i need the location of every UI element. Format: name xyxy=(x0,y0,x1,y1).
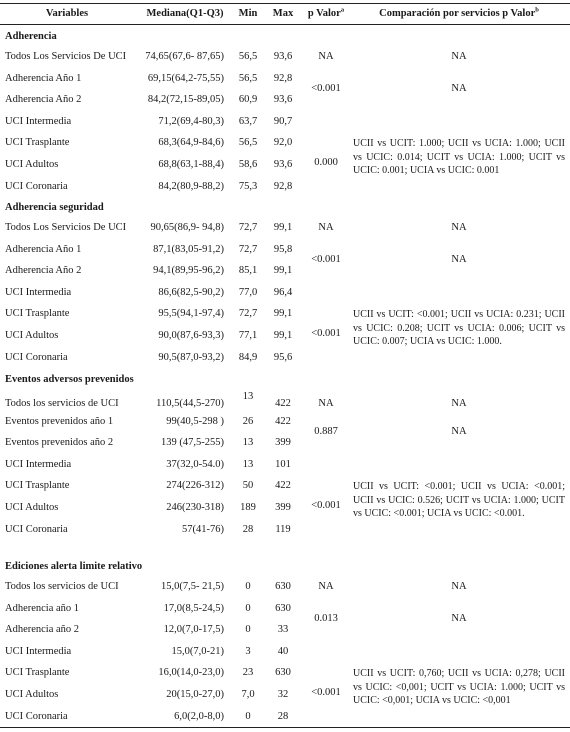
row-median: 274(226-312) xyxy=(166,480,224,492)
row-label: UCI Intermedia xyxy=(5,645,72,657)
p-valor-year: <0.001 xyxy=(311,254,341,266)
p-valor-overall: NA xyxy=(318,581,334,592)
row-median: 69,15(64,2-75,55) xyxy=(147,72,224,84)
row-label: UCI Coronaria xyxy=(5,351,68,363)
row-min: 85,1 xyxy=(238,265,258,277)
row-median: 90,65(86,9- 94,8) xyxy=(150,222,224,233)
p-valor-overall: NA xyxy=(318,398,334,409)
row-max: 99,1 xyxy=(273,330,293,341)
row-label: UCI Coronaria xyxy=(5,180,68,192)
row-min: 56,5 xyxy=(238,51,258,62)
row-label: UCI Adultos xyxy=(5,159,59,170)
section-title: Adherencia seguridad xyxy=(5,202,104,213)
p-valor-year: 0.887 xyxy=(314,426,338,438)
row-label: Todos Los Servicios De UCI xyxy=(5,222,127,233)
comparison-text: UCII vs UCIT: <0.001; UCII vs UCIA: 0.231; UCII vs UCIC: 0.208; UCIT vs UCIA: 0.006; UCIT vs UCIC: 0.007; UCIA vs UCIC: 1.000. xyxy=(353,309,565,348)
row-max: 92,0 xyxy=(273,137,293,149)
row-min: 13 xyxy=(242,391,254,402)
comparison-na-year: NA xyxy=(451,83,467,95)
row-median: 37(32,0-54.0) xyxy=(166,458,224,470)
comparison-na-overall: NA xyxy=(451,398,467,409)
row-min: 60,9 xyxy=(238,94,258,106)
row-median: 17,0(8,5-24,5) xyxy=(163,602,224,614)
row-median: 68,3(64,9-84,6) xyxy=(158,137,224,149)
row-max: 92,8 xyxy=(273,180,293,192)
row-median: 86,6(82,5-90,2) xyxy=(158,286,224,298)
row-min: 72,7 xyxy=(238,308,258,320)
row-max: 630 xyxy=(275,581,291,592)
row-median: 12,0(7,0-17,5) xyxy=(163,624,224,636)
p-valor-overall: NA xyxy=(318,51,334,62)
section-title: Adherencia xyxy=(5,31,57,42)
comparison-na-overall: NA xyxy=(451,51,467,62)
row-max: 90,7 xyxy=(273,115,293,127)
row-max: 399 xyxy=(275,437,291,449)
row-max: 92,8 xyxy=(273,72,293,84)
row-max: 422 xyxy=(275,415,291,427)
row-max: 93,6 xyxy=(273,94,293,106)
row-max: 96,4 xyxy=(273,286,293,298)
row-min: 72,7 xyxy=(238,243,258,255)
row-label: UCI Trasplante xyxy=(5,667,70,679)
row-min: 189 xyxy=(240,502,256,513)
row-min: 7,0 xyxy=(241,689,255,700)
row-label: UCI Intermedia xyxy=(5,286,72,298)
row-median: 16,0(14,0-23,0) xyxy=(158,667,224,679)
row-max: 99,1 xyxy=(273,222,293,233)
p-valor-services: <0.001 xyxy=(311,687,341,698)
row-label: Adherencia año 1 xyxy=(5,602,80,614)
row-median: 15,0(7,5- 21,5) xyxy=(161,581,224,592)
row-median: 94,1(89,95-96,2) xyxy=(153,265,224,277)
row-label: UCI Coronaria xyxy=(5,710,68,722)
row-min: 0 xyxy=(245,581,251,592)
row-min: 3 xyxy=(245,645,251,657)
row-min: 26 xyxy=(242,415,254,427)
row-median: 84,2(72,15-89,05) xyxy=(147,94,224,106)
row-label: UCI Intermedia xyxy=(5,458,72,470)
row-median: 90,5(87,0-93,2) xyxy=(158,351,224,363)
row-label: Todos los servicios de UCI xyxy=(5,398,119,409)
comparison-text: UCII vs UCIT: 0,760; UCII vs UCIA: 0,278; UCII vs UCIC: <0,001; UCIT vs UCIA: 1.000; UCIT vs UCIC: <0,001; UCIA vs UCIC: <0,001 xyxy=(353,668,565,707)
top-rule xyxy=(0,3,570,4)
section-title: Ediciones alerta limite relativo xyxy=(5,561,143,572)
row-max: 40 xyxy=(277,645,289,657)
row-min: 13 xyxy=(242,458,254,470)
row-max: 399 xyxy=(275,502,291,513)
row-min: 75,3 xyxy=(238,180,258,192)
row-label: UCI Adultos xyxy=(5,330,59,341)
p-valor-overall: NA xyxy=(318,222,334,233)
row-median: 84,2(80,9-88,2) xyxy=(158,180,224,192)
comparison-na-year: NA xyxy=(451,254,467,266)
row-min: 56,5 xyxy=(238,137,258,149)
row-label: Adherencia Año 2 xyxy=(5,265,82,277)
row-label: UCI Adultos xyxy=(5,502,59,513)
row-median: 87,1(83,05-91,2) xyxy=(153,243,224,255)
row-median: 110,5(44,5-270) xyxy=(156,398,224,409)
comparison-na-year: NA xyxy=(451,426,467,438)
row-max: 422 xyxy=(275,480,291,492)
row-label: Eventos prevenidos año 2 xyxy=(5,437,114,449)
header-comparacion: Comparación por servicios p Valor$^b$ xyxy=(379,6,539,19)
row-median: 68,8(63,1-88,4) xyxy=(158,159,224,170)
row-max: 28 xyxy=(277,710,289,722)
row-label: UCI Coronaria xyxy=(5,523,68,535)
row-min: 72,7 xyxy=(238,222,258,233)
row-label: Adherencia Año 1 xyxy=(5,72,82,84)
row-label: Adherencia Año 1 xyxy=(5,243,82,255)
row-min: 77,0 xyxy=(238,286,258,298)
row-median: 99(40,5-298 ) xyxy=(166,415,224,427)
row-min: 0 xyxy=(245,624,251,636)
row-min: 28 xyxy=(242,523,254,535)
row-max: 630 xyxy=(275,667,291,679)
header-p-valor: p Valor$^a$ xyxy=(307,6,345,19)
row-label: Adherencia Año 2 xyxy=(5,94,82,106)
row-label: UCI Trasplante xyxy=(5,480,70,492)
row-label: UCI Trasplante xyxy=(5,137,70,149)
row-max: 93,6 xyxy=(273,159,293,170)
bottom-rule xyxy=(0,727,570,728)
header-rule xyxy=(0,24,570,25)
row-max: 93,6 xyxy=(273,51,293,62)
row-label: Todos los servicios de UCI xyxy=(5,581,119,592)
row-min: 50 xyxy=(242,480,254,492)
row-max: 32 xyxy=(277,689,289,700)
row-median: 6,0(2,0-8,0) xyxy=(174,710,224,722)
row-min: 84,9 xyxy=(238,351,258,363)
row-label: UCI Adultos xyxy=(5,689,59,700)
comparison-na-year: NA xyxy=(451,613,467,625)
header-min: Min xyxy=(238,8,258,19)
row-min: 63,7 xyxy=(238,115,258,127)
row-min: 0 xyxy=(245,710,251,722)
row-max: 99,1 xyxy=(273,308,293,320)
p-valor-year: <0.001 xyxy=(311,83,341,95)
row-min: 58,6 xyxy=(238,159,258,170)
row-max: 99,1 xyxy=(273,265,293,277)
p-valor-services: <0.001 xyxy=(311,328,341,339)
header-mediana: Mediana(Q1-Q3) xyxy=(146,8,224,19)
p-valor-services: <0.001 xyxy=(311,500,341,511)
row-min: 23 xyxy=(242,667,254,679)
p-valor-year: 0.013 xyxy=(314,613,338,625)
row-median: 74,65(67,6- 87,65) xyxy=(145,51,224,62)
row-median: 57(41-76) xyxy=(182,523,224,535)
row-min: 0 xyxy=(245,602,251,614)
row-median: 246(230-318) xyxy=(166,502,224,513)
section-title: Eventos adversos prevenidos xyxy=(5,374,134,385)
row-max: 33 xyxy=(277,624,289,636)
row-median: 95,5(94,1-97,4) xyxy=(158,308,224,320)
row-max: 101 xyxy=(275,458,291,470)
row-label: Eventos prevenidos año 1 xyxy=(5,415,114,427)
row-median: 139 (47,5-255) xyxy=(161,437,224,449)
row-max: 119 xyxy=(275,523,291,535)
header-max: Max xyxy=(272,8,294,19)
comparison-text: UCII vs UCIT: 1.000; UCII vs UCIA: 1.000; UCII vs UCIC: 0.014; UCIT vs UCIA: 1.000; UCIT vs UCIC: 0.001; UCIA vs UCIC: 0.001 xyxy=(353,138,565,177)
row-max: 422 xyxy=(275,398,291,409)
row-max: 95,8 xyxy=(273,243,293,255)
row-min: 56,5 xyxy=(238,72,258,84)
header-variables: Variables xyxy=(45,8,89,19)
row-label: UCI Intermedia xyxy=(5,115,72,127)
row-median: 71,2(69,4-80,3) xyxy=(158,115,224,127)
comparison-na-overall: NA xyxy=(451,581,467,592)
row-median: 15,0(7,0-21) xyxy=(171,645,224,657)
p-valor-services: 0.000 xyxy=(314,157,338,168)
row-min: 77,1 xyxy=(238,330,258,341)
row-max: 95,6 xyxy=(273,351,293,363)
row-label: UCI Trasplante xyxy=(5,308,70,320)
comparison-na-overall: NA xyxy=(451,222,467,233)
row-label: Todos Los Servicios De UCI xyxy=(5,51,127,62)
row-median: 90,0(87,6-93,3) xyxy=(158,330,224,341)
row-label: Adherencia año 2 xyxy=(5,624,80,636)
row-min: 13 xyxy=(242,437,254,449)
row-median: 20(15,0-27,0) xyxy=(166,689,224,700)
row-max: 630 xyxy=(275,602,291,614)
comparison-text: UCII vs UCIT: <0.001; UCII vs UCIA: <0.001; UCII vs UCIC: 0.526; UCIT vs UCIA: 1.000; UCIT vs UCIC: <0.001; UCIA vs UCIC: <0.001. xyxy=(353,481,565,520)
